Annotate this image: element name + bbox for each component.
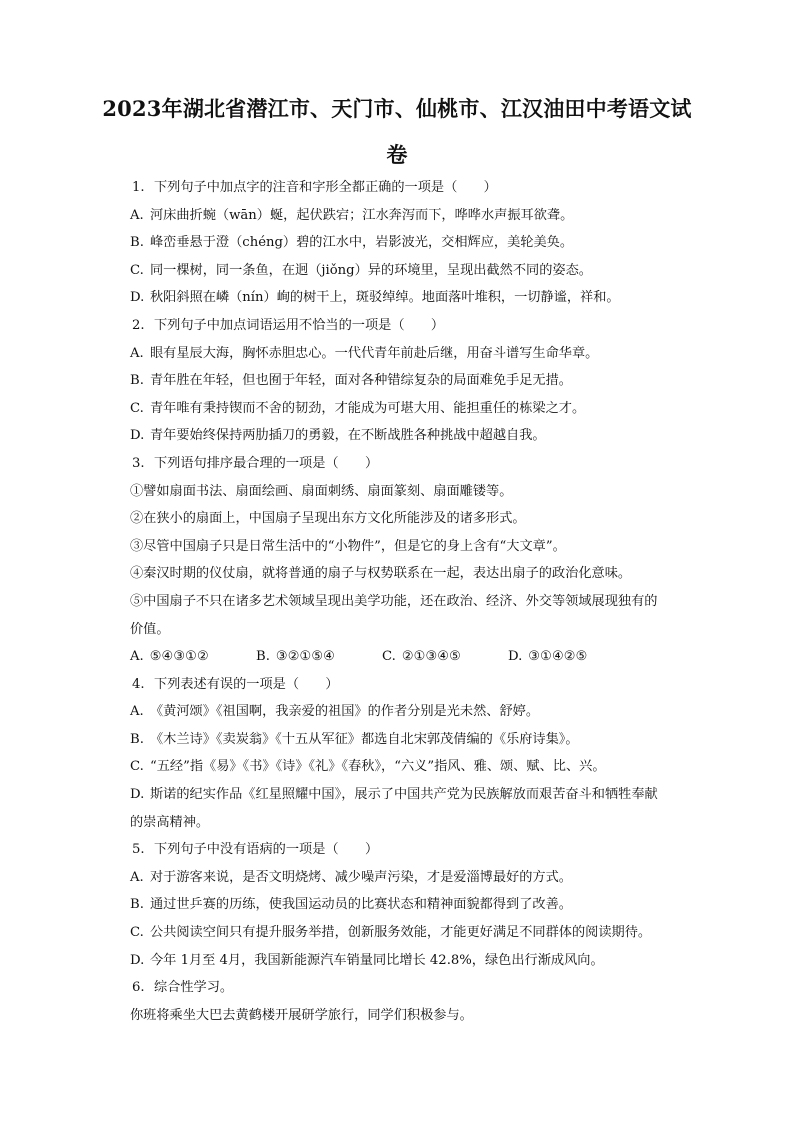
option-text: 通过世乒赛的历练，使我国运动员的比赛状态和精神面貌都得到了改善。 (150, 897, 572, 913)
question-number: 5. (132, 842, 145, 858)
option-label: B. (130, 373, 144, 389)
option-label: B. (130, 235, 144, 251)
option-label: C. (382, 649, 396, 665)
option-label: D. (130, 952, 145, 968)
option-text: ②①③④⑤ (401, 649, 461, 665)
option-text: 公共阅读空间只有提升服务举措，创新服务效能，才能更好满足不同群体的阅读期待。 (150, 925, 652, 941)
option-text: 眼有星辰大海，胸怀赤胆忠心。一代代青年前赴后继，用奋斗谱写生命华章。 (150, 345, 599, 361)
question-2-option-c (130, 395, 710, 423)
question-6-stem (130, 974, 710, 1002)
question-text: 下列句子中加点词语运用不恰当的一项是（ ） (154, 317, 445, 333)
exam-content (130, 174, 710, 1029)
option-text: 青年唯有秉持锲而不舍的韧劲，才能成为可堪大用、能担重任的栋梁之才。 (150, 400, 586, 416)
option-text: 同一棵树，同一条鱼，在迥（jiǒng）异的环境里，呈现出截然不同的姿态。 (150, 262, 592, 278)
option-label: C. (130, 262, 144, 278)
question-1-option-b (130, 229, 710, 257)
question-6-intro: 你班将乘坐大巴去黄鹤楼开展研学旅行，同学们积极参与。 (130, 1007, 473, 1023)
question-5-option-b (130, 891, 710, 919)
question-text: 下列句子中没有语病的一项是（ ） (154, 842, 379, 858)
option-text: 今年 1月至 4月，我国新能源汽车销量同比增长 42.8%，绿色出行渐成风向。 (150, 952, 604, 968)
question-3-sentence-2: ②在狭小的扇面上，中国扇子呈现出东方文化所能涉及的诸多形式。 (130, 511, 526, 527)
question-text: 下列句子中加点字的注音和字形全都正确的一项是（ ） (154, 180, 497, 195)
question-number: 3. (132, 455, 145, 471)
question-number: 6. (132, 980, 145, 996)
option-label: B. (256, 649, 270, 665)
question-text: 综合性学习。 (154, 980, 234, 996)
option-label: B. (130, 731, 144, 747)
question-3-option-b (256, 643, 382, 671)
option-label: D. (130, 428, 145, 444)
question-3-sentence-3: ③尽管中国扇子只是日常生活中的“小物件”，但是它的身上含有“大文章”。 (130, 538, 566, 554)
option-text: ③②①⑤④ (275, 649, 336, 665)
question-1-option-d (130, 284, 710, 312)
option-text: 河床曲折蜿（wān）蜒，起伏跌宕；江水奔泻而下，哗哗水声振耳欲聋。 (150, 207, 574, 223)
option-label: C. (130, 925, 144, 941)
option-label: D. (130, 787, 145, 803)
question-4-option-a (130, 698, 710, 726)
question-1-stem (130, 174, 710, 202)
option-label: D. (130, 290, 145, 306)
option-label: A. (130, 869, 144, 885)
option-label: A. (130, 704, 144, 720)
question-5-option-a (130, 864, 710, 892)
option-text: 《黄河颂》《祖国啊，我亲爱的祖国》的作者分别是光未然、舒婷。 (150, 704, 540, 720)
question-3-option-a (130, 643, 256, 671)
question-3-options (130, 643, 710, 671)
question-number: 1. (132, 180, 145, 195)
question-2-stem (130, 312, 710, 340)
question-3-stem (130, 450, 710, 478)
option-text: 峰峦垂悬于澄（chéng）碧的江水中，岩影波光，交相辉应，美轮美奂。 (150, 235, 574, 251)
option-text: ⑤④③①② (149, 649, 209, 665)
question-1-option-c (130, 257, 710, 285)
question-4-option-c (130, 753, 710, 781)
option-text: “五经”指《易》《书》《诗》《礼》《春秋》，“六义”指风、雅、颂、赋、比、兴。 (150, 759, 606, 775)
option-label: A. (130, 345, 144, 361)
question-number: 4. (132, 676, 145, 692)
exam-title-line-1: 2023年湖北省潜江市、天门市、仙桃市、江汉油田中考语文试 (102, 96, 692, 121)
option-text: 《木兰诗》《卖炭翁》《十五从军征》都选自北宋郭茂倩编的《乐府诗集》。 (150, 731, 579, 747)
question-5-option-d (130, 947, 710, 975)
question-3-option-d (508, 643, 634, 671)
question-3-sentence-4: ④秦汉时期的仪仗扇，就将普通的扇子与权势联系在一起，表达出扇子的政治化意味。 (130, 566, 632, 582)
option-label: C. (130, 759, 144, 775)
option-text: 斯诺的纪实作品《红星照耀中国》，展示了中国共产党为民族解放而艰苦奋斗和牺牲奉献 (150, 787, 658, 803)
option-label: C. (130, 400, 144, 416)
question-text: 下列语句排序最合理的一项是（ ） (154, 455, 379, 471)
question-text: 下列表述有误的一项是（ ） (154, 676, 339, 692)
option-text: 青年要始终保持两肋插刀的勇毅，在不断战胜各种挑战中超越自我。 (150, 428, 546, 444)
question-2-option-a (130, 340, 710, 368)
question-4-option-d-continued: 的崇高精神。 (130, 814, 210, 830)
question-3-sentence-5-continued: 价值。 (130, 621, 170, 637)
option-label: A. (130, 649, 144, 665)
question-2-option-d (130, 422, 710, 450)
question-3-option-c (382, 643, 508, 671)
option-text: ③①④②⑤ (528, 649, 588, 665)
option-label: D. (508, 649, 523, 665)
question-4-stem (130, 671, 710, 699)
question-4-option-b (130, 726, 710, 754)
question-1-option-a (130, 202, 710, 230)
question-3-sentence-5: ⑤中国扇子不只在诸多艺术领域呈现出美学功能，还在政治、经济、外交等领域展现独有的 (130, 593, 658, 609)
question-2-option-b (130, 367, 710, 395)
option-text: 对于游客来说，是否文明烧烤、减少噪声污染，才是爱淄博最好的方式。 (150, 869, 572, 885)
question-4-option-d (130, 781, 710, 809)
question-number: 2. (132, 317, 145, 333)
question-5-option-c (130, 919, 710, 947)
option-label: A. (130, 207, 144, 223)
question-5-stem (130, 836, 710, 864)
exam-title-line-2: 卷 (386, 142, 408, 167)
option-text: 秋阳斜照在嶙（nín）峋的树干上，斑驳绰绰。地面落叶堆积，一切静谧，祥和。 (150, 290, 620, 306)
option-text: 青年胜在年轻，但也囿于年轻，面对各种错综复杂的局面难免手足无措。 (150, 373, 572, 389)
option-label: B. (130, 897, 144, 913)
question-3-sentence-1: ①譬如扇面书法、扇面绘画、扇面刺绣、扇面篆刻、扇面雕镂等。 (130, 483, 513, 499)
